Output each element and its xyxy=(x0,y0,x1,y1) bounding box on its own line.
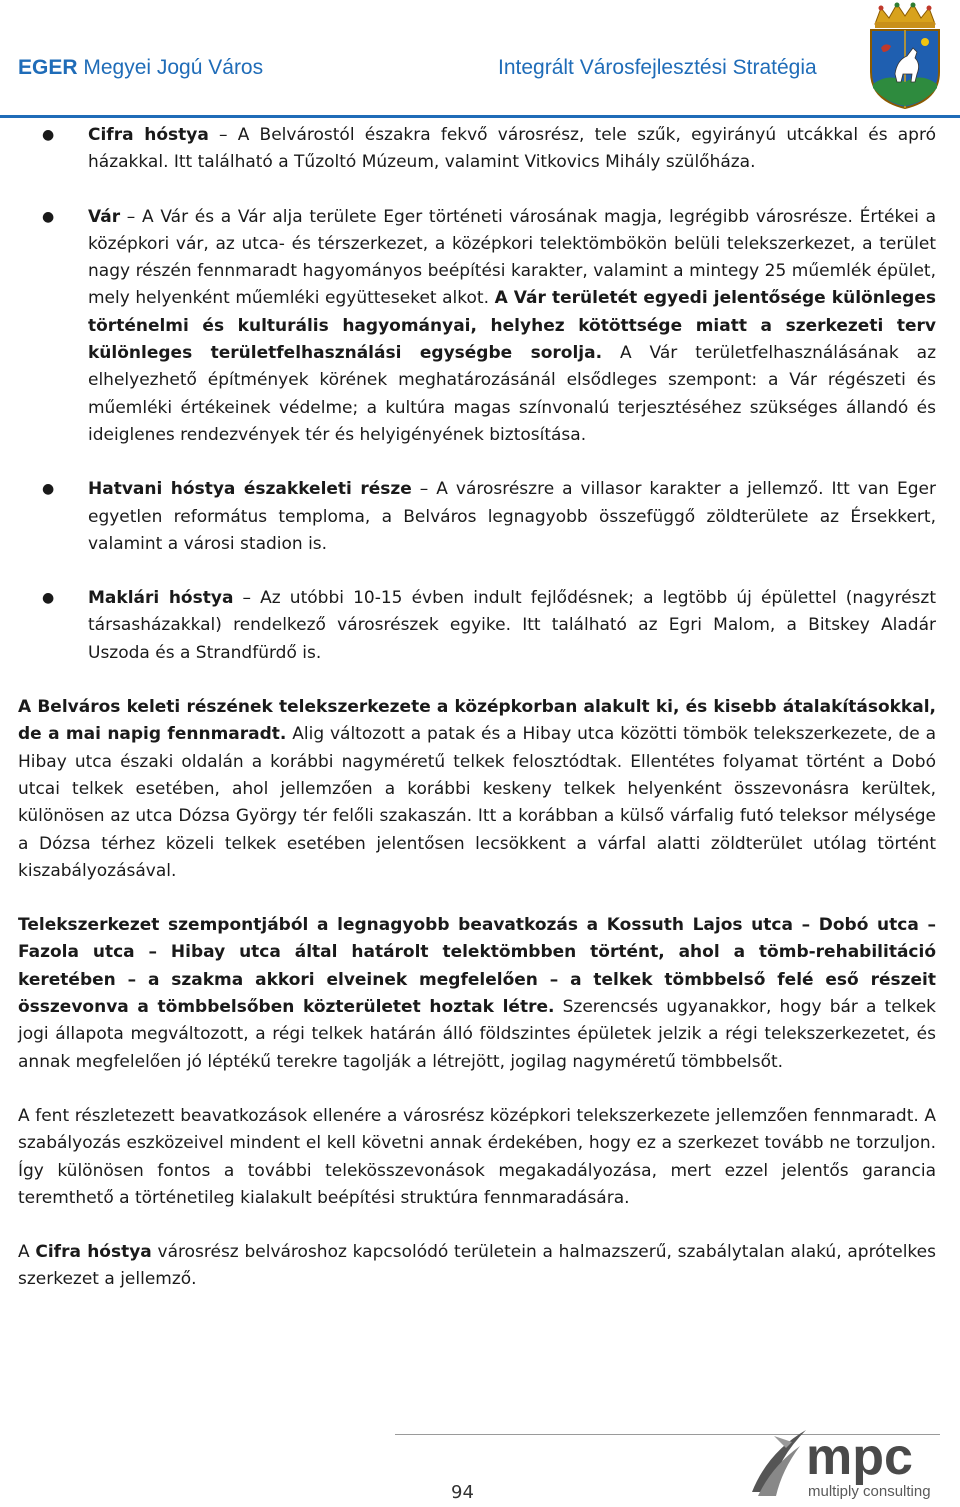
mpc-logo-icon xyxy=(748,1422,948,1504)
page-header xyxy=(0,0,960,118)
logo-subtitle-text: multiply consulting xyxy=(808,1483,931,1500)
bullet-icon: ● xyxy=(42,481,55,498)
paragraph-szabalyozas: A fent részletezett beavatkozások ellenére a városrész középkori telekszerkezete jellemzően fennmaradt. A szabályozás eszközeivel mindent el kell követni annak érdekében, hogy ez a szerkezet tovább ne torzuljon. Így különösen fontos a további telekösszevonások megakadályozása, mert ezzel jelentős garancia teremthető a történetileg kialakult beépítési struktúra fennmaradására. xyxy=(18,1105,936,1208)
bullet-item-cifra-hostya: ● Cifra hóstya – A Belvárostól északra fekvő városrész, tele szűk, egyirányú utcákkal és apró házakkal. Itt található a Tűzoltó Múzeum, valamint Vitkovics Mihály szülőháza. xyxy=(18,122,936,177)
bullet-item-maklari-hostya: ● Maklári hóstya – Az utóbbi 10-15 évben indult fejlődésnek; a legtöbb új épülettel (nagyrészt társasházakkal) rendelkező városrészek egyike. Itt található az Egri Malom, a Bitskey Aladár Uszoda és a Strandfürdő is. xyxy=(18,585,936,667)
document-body xyxy=(18,122,936,1321)
coat-of-arms-icon xyxy=(865,2,945,110)
bullet-icon: ● xyxy=(42,590,55,607)
paragraph-beavatkozas: Telekszerkezet szempontjából a legnagyobb beavatkozás a Kossuth Lajos utca – Dobó utca – Fazola utca – Hibay utca által határolt telektömbben történt, ahol a tömb-rehabilitáció keretében – a szakma akkori elveinek megfelelően – a telkek tömbbelső felé eső részeit összevonva a tömbbelsőben közterületet hoztak létre. Szerencsés ugyanakkor, hogy bár a telkek jogi állapota megváltozott, a régi telkek határán álló földszintes épületek jelzik a régi telekszerkezetet, és annak megfelelően jó léptékű terekre tagolják a létrejött, jogilag nagyméretű tömbbelsőt. xyxy=(18,915,936,1072)
header-city-title: EGER Megyei Jogú Város xyxy=(18,56,264,79)
header-document-title: Integrált Városfejlesztési Stratégia xyxy=(498,56,817,79)
bullet-icon: ● xyxy=(42,127,55,143)
bullet-icon: ● xyxy=(42,208,55,225)
bullet-item-var: ● Vár – A Vár és a Vár alja területe Eger történeti városának magja, legrégibb városrésze. Értékei a középkori vár, az utca- és térszerkezet, a középkori telektömbökön belüli telekszerkezet, a terület nagy részén fennmaradt hagyományos beépítési karakter, valamint a mintegy 25 műemlék épület, mely helyenként műemléki együtteseket alkot. A Vár területét egyedi jelentősége különleges történelmi és kulturális hagyományai, helyhez kötöttsége miatt a szerkezeti terv különleges területfelhasználási egységbe sorolja. A Vár területfelhasználásának az elhelyezhető építmények körének meghatározásánál elsődleges szempont: a Vár régészeti és műemléki értékeinek védelme; a kultúra magas színvonalú terjesztéséhez szükséges állandó és ideiglenes rendezvények tér és helyigényének biztosítása. xyxy=(18,204,936,450)
bullet-item-hatvani-hostya: ● Hatvani hóstya északkeleti része – A városrészre a villasor karakter a jellemző. Itt van Eger egyetlen református temploma, a Belváros legnagyobb összefüggő zöldterülete az Érsekkert, valamint a városi stadion is. xyxy=(18,476,936,558)
paragraph-cifra-hostya: A Cifra hóstya városrész belvároshoz kapcsolódó területein a halmazszerű, szabálytalan alakú, aprótelkes szerkezet a jellemző. xyxy=(18,1242,936,1290)
page-number: 94 xyxy=(451,1482,474,1503)
logo-mpc-text: mpc xyxy=(806,1428,913,1486)
paragraph-belvaros-telekszerkezet: A Belváros keleti részének telekszerkezete a középkorban alakult ki, és kisebb átalakításokkal, de a mai napig fennmaradt. Alig változott a patak és a Hibay utca közötti tömbök telekszerkezete, de a Hibay utca északi oldalán a korábbi nagyméretű telkek felosztódtak. Ellentétes folyamat történt a Dobó utcai telkek esetében, ahol jellemzően a korábbi keskeny telkek helyenként összevonásra kerültek, különösen az utca Dózsa György tér felőli szakaszán. Itt a korábban a külső várfalig futó teleksor mélysége a Dózsa térhez közeli telkek esetében jelentősen lecsökkent a várfal alatti zöldterület utólag történt kiszabályozásával. xyxy=(18,697,936,881)
